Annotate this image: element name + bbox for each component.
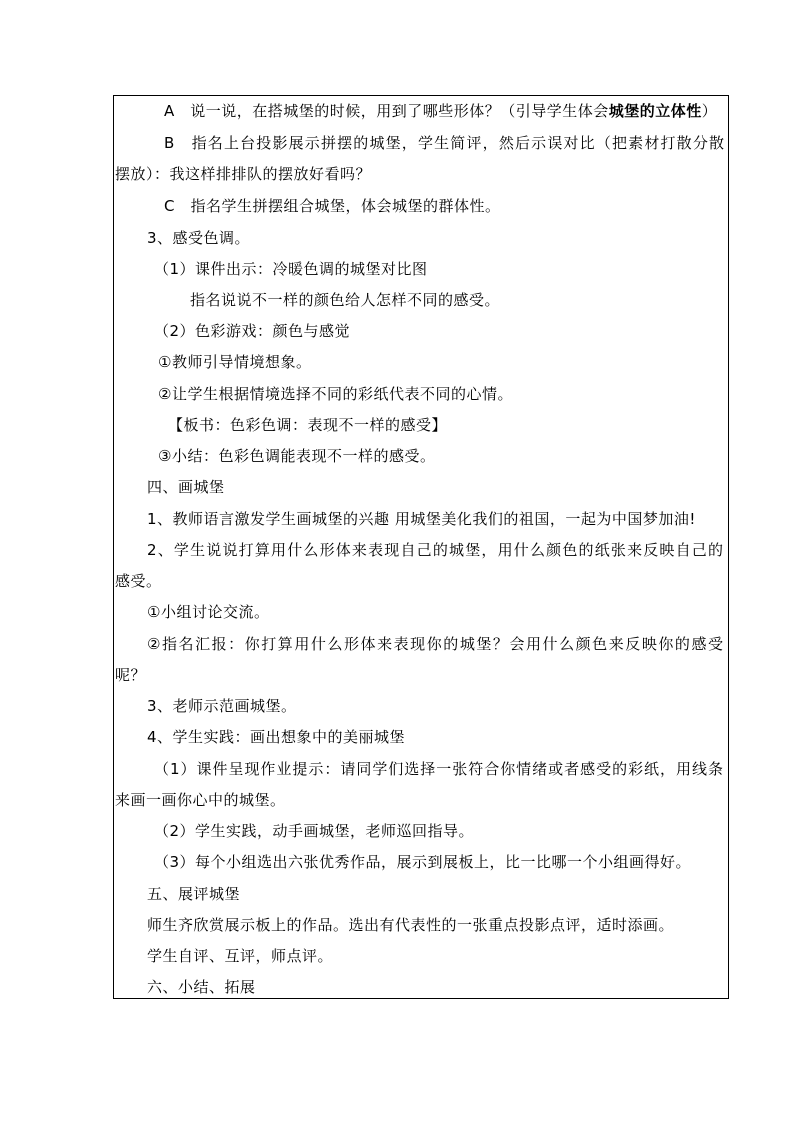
text-line-section-6: 六、小结、拓展 [147,978,256,996]
text-line-board: 【板书：色彩色调：表现不一样的感受】 [168,416,448,434]
text-line-4-2: 2、学生说说打算用什么形体来表现自己的城堡，用什么颜色的纸张来反映自己的 [147,541,723,559]
text-line-section-4: 四、画城堡 [147,478,225,496]
text-line-4-4-1: （1）课件呈现作业提示：请同学们选择一张符合你情绪或者感受的彩纸，用线条 [154,760,723,778]
text-line-circle-2: ②让学生根据情境选择不同的彩纸代表不同的心情。 [158,385,513,403]
text-line-4-4-3: （3）每个小组选出六张优秀作品，展示到展板上，比一比哪一个小组画得好。 [154,853,692,871]
text-line-5-2: 学生自评、互评，师点评。 [147,947,334,965]
text-line-4-3: 3、老师示范画城堡。 [147,697,297,715]
text-line-4-2-circle-2: ②指名汇报：你打算用什么形体来表现你的城堡？会用什么颜色来反映你的感受 [147,635,723,653]
text-line-3-1-sub: 指名说说不一样的颜色给人怎样不同的感受。 [190,291,501,309]
text-line-3-1: （1）课件出示：冷暖色调的城堡对比图 [154,260,428,278]
text-line-5-1: 师生齐欣赏展示板上的作品。选出有代表性的一张重点投影点评，适时添画。 [147,916,675,934]
text-line-a-tail: ） [701,102,718,120]
text-line-c: C 指名学生拼摆组合城堡，体会城堡的群体性。 [164,197,501,215]
text-line-b-cont: 摆放）：我这样排排队的摆放好看吗？ [115,165,372,183]
text-line-a-main: A 说一说，在搭城堡的时候，用到了哪些形体？（引导学生体会 [164,102,609,120]
text-line-4-2-cont: 感受。 [115,572,162,590]
text-line-a [164,101,724,121]
text-line-4-2-circle-1: ①小组讨论交流。 [147,603,270,621]
text-line-4-1: 1、教师语言激发学生画城堡的兴趣 用城堡美化我们的祖国，一起为中国梦加油! [147,510,696,528]
text-line-b: B 指名上台投影展示拼摆的城堡，学生简评，然后示误对比（把素材打散分散 [164,134,724,152]
text-line-a-bold: 城堡的立体性 [608,102,702,120]
text-line-circle-1: ①教师引导情境想象。 [158,353,312,371]
text-line-circle-3: ③小结：色彩色调能表现不一样的感受。 [158,447,436,465]
text-line-4-4: 4、学生实践：画出想象中的美丽城堡 [147,728,406,746]
text-line-4-2-circle-2-cont: 呢？ [115,666,147,684]
text-line-4-4-1-cont: 来画一画你心中的城堡。 [115,791,286,809]
text-line-4-4-2: （2）学生实践，动手画城堡，老师巡回指导。 [154,822,475,840]
text-line-section-5: 五、展评城堡 [147,885,241,903]
text-line-3: 3、感受色调。 [147,229,251,247]
text-line-3-2: （2）色彩游戏：颜色与感觉 [154,322,351,340]
